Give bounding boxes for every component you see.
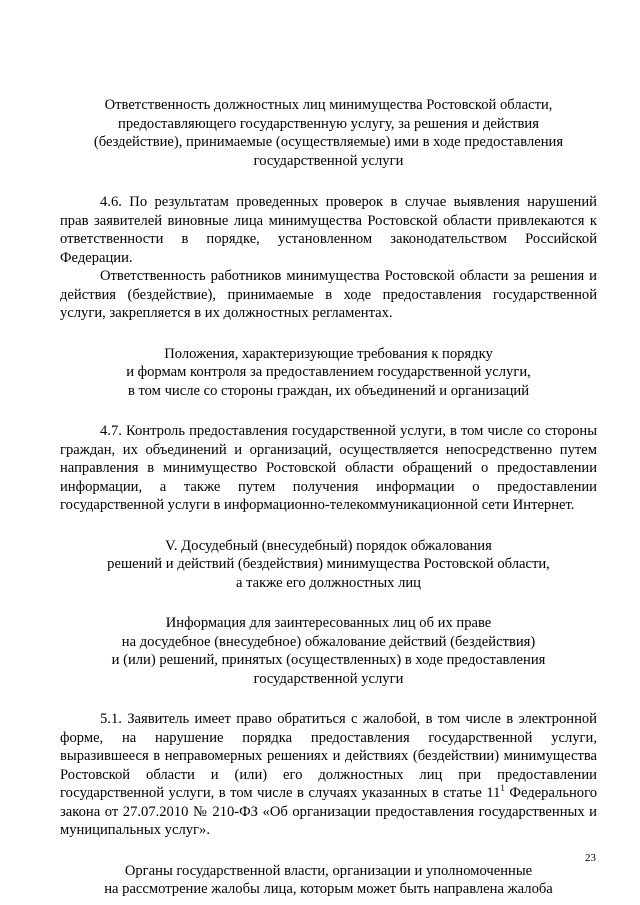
heading-line: V. Досудебный (внесудебный) порядок обжалования <box>165 537 492 554</box>
paragraph-4-7: 4.7. Контроль предоставления государственной услуги, в том числе со стороны граждан, их объединений и организаций, осуществляется непосредственно путем направления в минимущество Ростовской области обращений о предоставлении информации, а также путем получения информации о предоставлении государственной услуги в информационно-телекоммуникационной сети Интернет. <box>60 423 597 513</box>
heading-line: и (или) решений, принятых (осуществленных) в ходе предоставления <box>111 652 546 668</box>
section-heading-responsibility <box>60 96 597 170</box>
paragraph-5-1 <box>60 710 597 840</box>
heading-line: (бездействие), принимаемые (осуществляемые) ими в ходе предоставления <box>93 134 564 150</box>
heading-line: и формам контроля за предоставлением государственной услуги, <box>126 364 531 380</box>
section-heading-complaint-bodies <box>60 862 597 899</box>
heading-line: Положения, характеризующие требования к порядку <box>164 345 493 362</box>
heading-line: а также его должностных лиц <box>236 574 421 591</box>
paragraph-employee-responsibility: Ответственность работников минимущества Ростовской области за решения и действия (бездействие), принимаемые в ходе предоставления государственной услуги, закрепляется в их должностных регламентах. <box>60 268 597 321</box>
document-body <box>60 96 597 899</box>
section-heading-control-requirements <box>60 345 597 401</box>
paragraph-5-1-text: 5.1. Заявитель имеет право обратиться с жалобой, в том числе в электронной форме, на нарушение порядка предоставления государственной услуги, выразившееся в неправомерных решениях и действиях (бездействии) минимущества Ростовской области и (или) его должностных лиц при предоставлении государственной услуги, в том числе в случаях указанных в статье 11 <box>60 711 597 801</box>
heading-line: решений и действий (бездействия) минимущества Ростовской области, <box>107 556 550 572</box>
heading-line: в том числе со стороны граждан, их объединений и организаций <box>127 382 530 399</box>
heading-line: государственной услуги <box>253 152 404 169</box>
heading-line: государственной услуги <box>253 670 404 687</box>
heading-line: предоставляющего государственную услугу, за решения и действия <box>118 115 539 132</box>
paragraph-4-6: 4.6. По результатам проведенных проверок в случае выявления нарушений прав заявителей виновные лица минимущества Ростовской области привлекаются к ответственности в порядке, установленном законодательством Российской Федерации. <box>60 194 597 266</box>
heading-line: на досудебное (внесудебное) обжалование действий (бездействия) <box>121 633 536 650</box>
heading-line: Информация для заинтересованных лиц об их праве <box>165 615 492 631</box>
heading-line: Ответственность должностных лиц минимущества Ростовской области, <box>104 97 553 113</box>
chapter-heading-v <box>60 537 597 593</box>
paragraph-5-1-text-end: Федерального закона от 27.07.2010 № 210-ФЗ «Об организации предоставления государственных и муниципальных услуг». <box>60 785 597 838</box>
heading-line: Органы государственной власти, организации и уполномоченные <box>124 862 533 879</box>
page-number: 23 <box>585 852 596 864</box>
section-heading-appeal-info <box>60 614 597 688</box>
article-superscript: 1 <box>500 783 505 793</box>
heading-line: на рассмотрение жалобы лица, которым может быть направлена жалоба <box>104 881 553 897</box>
